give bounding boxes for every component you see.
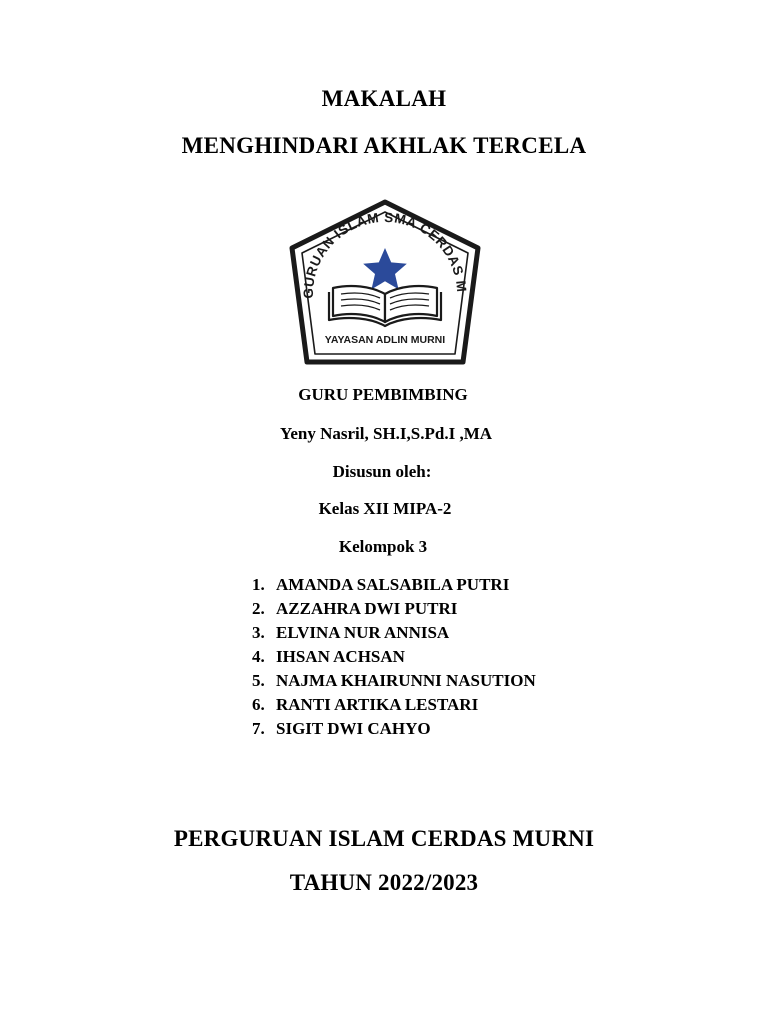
list-item: 6. RANTI ARTIKA LESTARI [252, 695, 479, 714]
advisor-name: Yeny Nasril, SH.I,S.Pd.I ,MA [279, 424, 493, 443]
list-item: 7. SIGIT DWI CAHYO [252, 719, 431, 738]
school-logo [285, 196, 485, 368]
list-item: 1. AMANDA SALSABILA PUTRI [252, 575, 510, 594]
document-subtitle: MENGHINDARI AKHLAK TERCELA [181, 133, 587, 158]
list-item: 4. IHSAN ACHSAN [252, 647, 405, 666]
document-title: MAKALAH [321, 86, 447, 111]
logo-bottom-text: YAYASAN ADLIN MURNI [324, 334, 446, 346]
advisor-label: GURU PEMBIMBING [298, 385, 468, 404]
class-label: Kelas XII MIPA-2 [318, 499, 452, 518]
member-list [252, 574, 536, 742]
list-item: 5. NAJMA KHAIRUNNI NASUTION [252, 671, 536, 690]
list-item: 2. AZZAHRA DWI PUTRI [252, 599, 458, 618]
group-label: Kelompok 3 [338, 537, 428, 556]
school-logo-emblem [285, 196, 485, 368]
compiled-by-label: Disusun oleh: [332, 462, 432, 481]
list-item: 3. ELVINA NUR ANNISA [252, 623, 450, 642]
institution-name: PERGURUAN ISLAM CERDAS MURNI [173, 826, 595, 851]
logo-top-text: GURUAN ISLAM SMA CERDAS M [300, 209, 470, 299]
academic-year: TAHUN 2022/2023 [289, 870, 479, 895]
